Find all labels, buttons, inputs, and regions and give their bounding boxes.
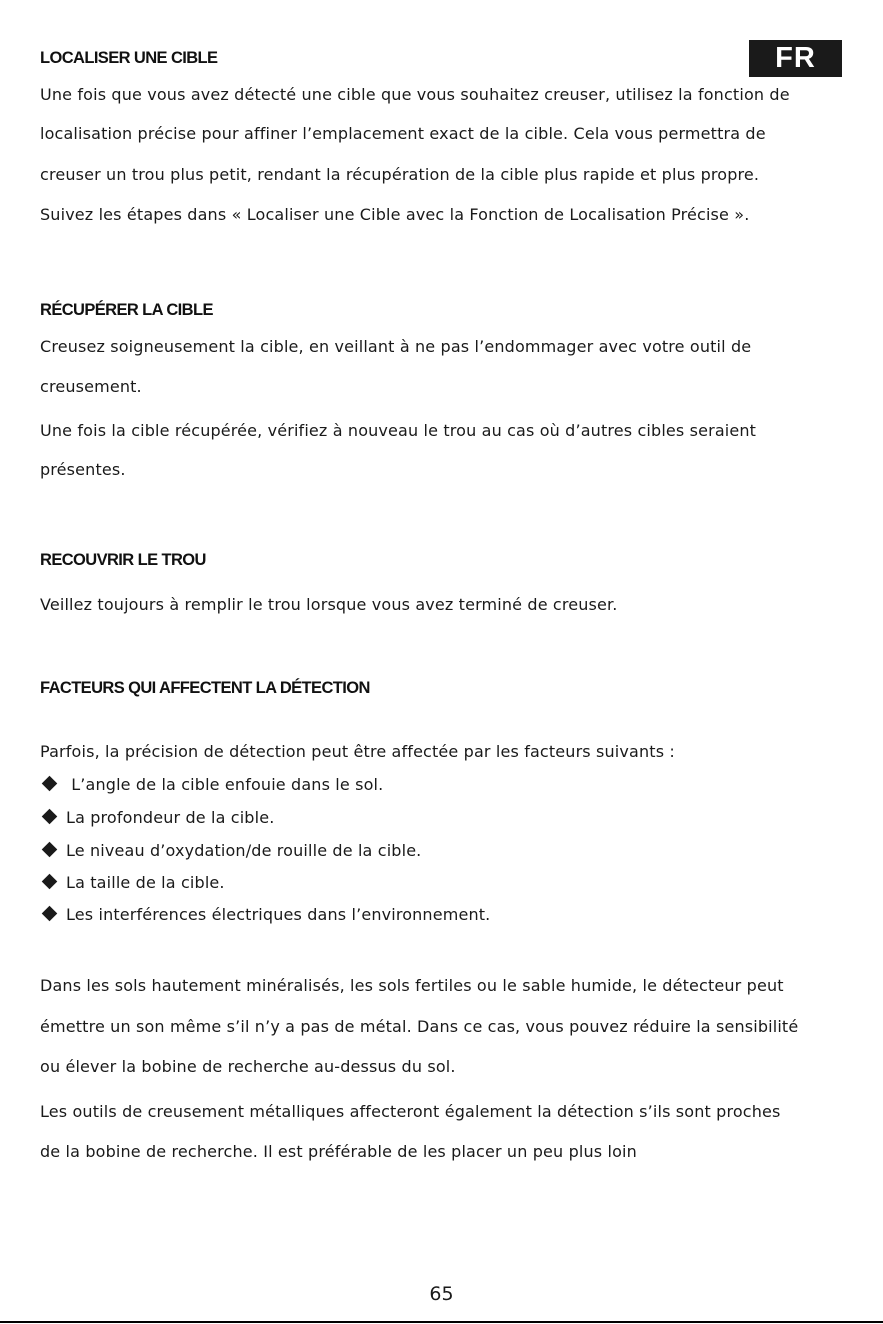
diamond-bullet-icon bbox=[42, 809, 58, 825]
paragraph-line: ou élever la bobine de recherche au-dessus du sol. bbox=[40, 1057, 456, 1076]
paragraph-line: Les outils de creusement métalliques affecteront également la détection s’ils sont proches bbox=[40, 1102, 781, 1121]
paragraph-line: présentes. bbox=[40, 460, 126, 479]
bottom-divider bbox=[0, 1321, 883, 1323]
paragraph-line: Suivez les étapes dans « Localiser une Cible avec la Fonction de Localisation Précise ». bbox=[40, 205, 750, 224]
list-item bbox=[40, 873, 225, 893]
paragraph-line: de la bobine de recherche. Il est préférable de les placer un peu plus loin bbox=[40, 1142, 637, 1161]
list-item bbox=[40, 905, 490, 925]
paragraph-line: creuser un trou plus petit, rendant la récupération de la cible plus rapide et plus propre. bbox=[40, 165, 760, 184]
paragraph-line: Veillez toujours à remplir le trou lorsque vous avez terminé de creuser. bbox=[40, 595, 618, 614]
section-heading-facteurs: FACTEURS QUI AFFECTENT LA DÉTECTION bbox=[40, 679, 370, 697]
paragraph-line: Une fois que vous avez détecté une cible que vous souhaitez creuser, utilisez la fonction de bbox=[40, 85, 790, 104]
list-item-text: L’angle de la cible enfouie dans le sol. bbox=[66, 775, 384, 794]
paragraph-line: Dans les sols hautement minéralisés, les sols fertiles ou le sable humide, le détecteur peut bbox=[40, 976, 784, 995]
list-item-text: La taille de la cible. bbox=[66, 873, 225, 892]
list-item bbox=[40, 775, 383, 795]
paragraph-line: émettre un son même s’il n’y a pas de métal. Dans ce cas, vous pouvez réduire la sensibilité bbox=[40, 1017, 799, 1036]
list-item-text: La profondeur de la cible. bbox=[66, 808, 275, 827]
section-heading-recuperer: RÉCUPÉRER LA CIBLE bbox=[40, 301, 213, 319]
language-badge: FR bbox=[749, 40, 842, 77]
list-item-text: Les interférences électriques dans l’environnement. bbox=[66, 905, 491, 924]
list-item bbox=[40, 841, 421, 861]
page-number: 65 bbox=[429, 1283, 454, 1305]
diamond-bullet-icon bbox=[42, 874, 58, 890]
paragraph-line: Parfois, la précision de détection peut être affectée par les facteurs suivants : bbox=[40, 742, 675, 761]
diamond-bullet-icon bbox=[42, 776, 58, 792]
paragraph-line: Une fois la cible récupérée, vérifiez à nouveau le trou au cas où d’autres cibles seraient bbox=[40, 421, 757, 440]
section-heading-localiser: LOCALISER UNE CIBLE bbox=[40, 49, 218, 67]
section-heading-recouvrir: RECOUVRIR LE TROU bbox=[40, 551, 206, 569]
list-item bbox=[40, 808, 274, 828]
paragraph-line: creusement. bbox=[40, 377, 142, 396]
diamond-bullet-icon bbox=[42, 906, 58, 922]
diamond-bullet-icon bbox=[42, 842, 58, 858]
paragraph-line: localisation précise pour affiner l’emplacement exact de la cible. Cela vous permettra de bbox=[40, 124, 766, 143]
list-item-text: Le niveau d’oxydation/de rouille de la cible. bbox=[66, 841, 422, 860]
paragraph-line: Creusez soigneusement la cible, en veillant à ne pas l’endommager avec votre outil de bbox=[40, 337, 752, 356]
